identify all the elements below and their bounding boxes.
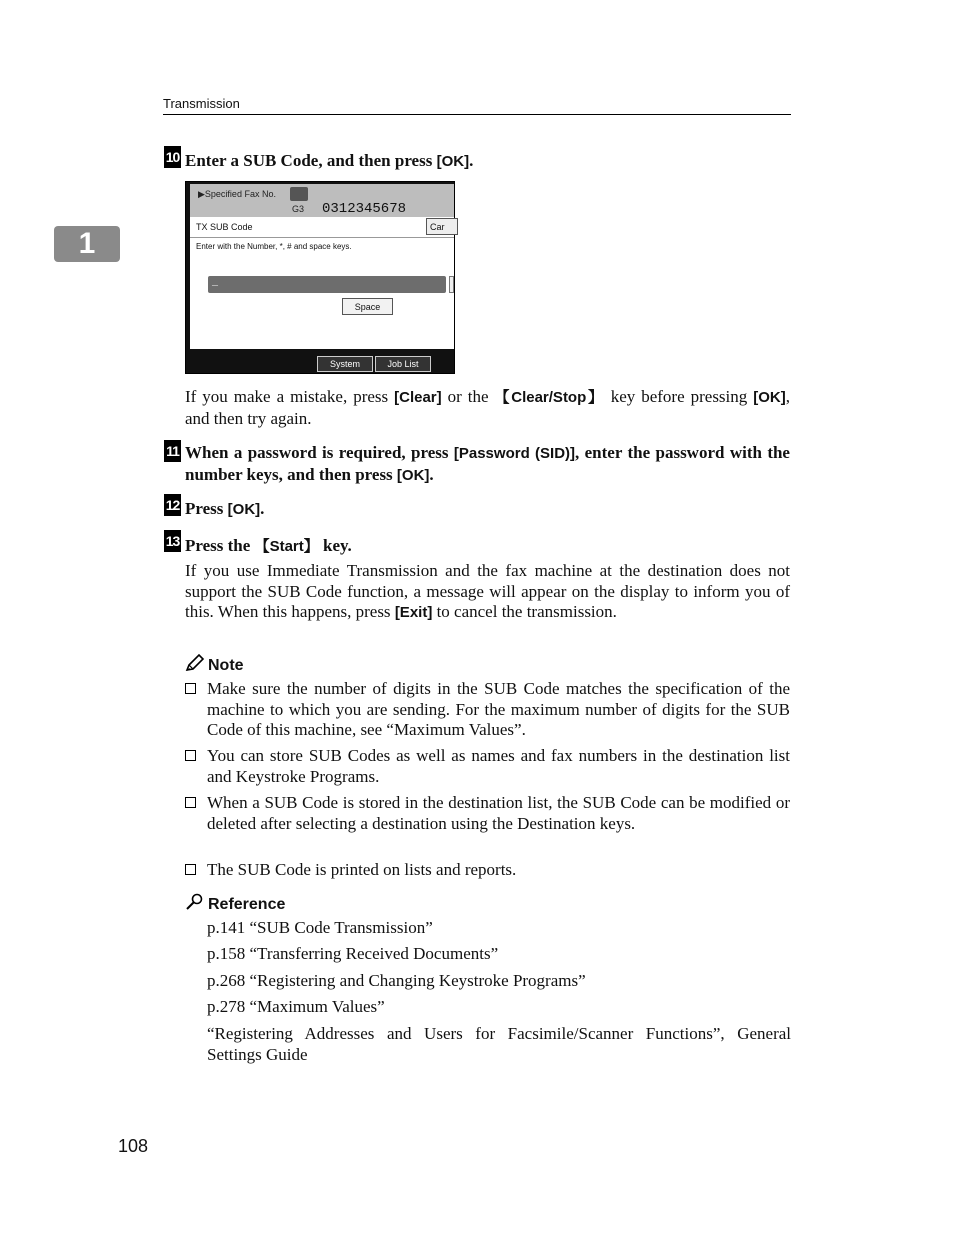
- step-number-10: 10: [164, 146, 181, 168]
- note-item-text: The SUB Code is printed on lists and reports.: [207, 860, 517, 879]
- step-10-para-b: or the: [441, 387, 495, 406]
- step-11-text-b: , enter the password with the number keys, and then press: [185, 443, 790, 484]
- header-rule: [163, 114, 791, 115]
- reference-link[interactable]: “Registering Addresses and Users for Facsimile/Scanner Functions”, General Settings Guide: [207, 1024, 791, 1064]
- note-heading-text: Note: [208, 656, 244, 674]
- fax-line-icon: [290, 187, 308, 201]
- space-button[interactable]: Space: [342, 298, 393, 315]
- note-item-text: When a SUB Code is stored in the destination list, the SUB Code can be modified or deleted after selecting a destination using the Destination keys.: [207, 793, 790, 833]
- reference-heading: [185, 893, 285, 916]
- step-10-paragraph: [185, 387, 790, 429]
- sub-code-input[interactable]: [208, 276, 446, 293]
- start-key: 【Start】: [254, 538, 319, 555]
- specified-fax-label: ▶Specified Fax No.: [198, 189, 276, 199]
- note-item-text: You can store SUB Codes as well as names and fax numbers in the destination list and Keystroke Programs.: [207, 746, 790, 786]
- panel-divider: [190, 237, 454, 238]
- step-13-text-a: Press the: [185, 536, 255, 555]
- step-13-para-b: to cancel the transmission.: [432, 602, 617, 621]
- step-number-13: 13: [164, 530, 181, 552]
- magnifier-icon: [185, 893, 205, 916]
- step-13-para-a: If you use Immediate Transmission and the fax machine at the destination does not support the SUB Code function, a message will appear on the display to inform you of this. When this happens, press: [185, 561, 790, 621]
- note-item: [185, 860, 790, 881]
- step-12-text-a: Press: [185, 499, 228, 518]
- system-status-button[interactable]: System Status: [317, 356, 373, 372]
- step-10-para-d: , and then try again.: [185, 387, 791, 428]
- step-number-11: 11: [164, 440, 181, 462]
- pencil-icon: [185, 654, 205, 677]
- step-10-para-a: If you make a mistake, press: [185, 387, 395, 406]
- step-10-para-c: key before pressing: [604, 387, 754, 406]
- step-11-text-a: When a password is required, press: [185, 443, 454, 462]
- input-cursor: _: [212, 278, 219, 289]
- step-13-text-b: key.: [318, 536, 352, 555]
- exit-key: [Exit]: [394, 604, 433, 621]
- checkbox-icon: [185, 750, 196, 761]
- tx-sub-code-label: TX SUB Code: [196, 222, 253, 232]
- step-10-text-a: Enter a SUB Code, and then press: [185, 151, 437, 170]
- note-item: [185, 793, 790, 834]
- step-11-title: [185, 443, 790, 486]
- ok-key: [OK]: [396, 466, 430, 484]
- checkbox-icon: [185, 797, 196, 808]
- reference-heading-text: Reference: [208, 895, 286, 913]
- sub-code-panel: [190, 217, 454, 349]
- step-10-title: [185, 151, 473, 171]
- clear-key: [Clear]: [394, 389, 442, 406]
- checkbox-icon: [185, 683, 196, 694]
- step-12-text-b: .: [260, 499, 265, 518]
- running-head: Transmission: [163, 96, 240, 111]
- reference-link[interactable]: p.158 “Transferring Received Documents”: [207, 944, 499, 963]
- note-heading: [185, 654, 244, 677]
- input-side-button[interactable]: [449, 276, 454, 293]
- note-item-text: Make sure the number of digits in the SUB Code matches the specification of the machine to which you are sending. For the maximum number of digits for the SUB Code of this machine, see “Maximum Values”.: [207, 679, 790, 739]
- reference-link[interactable]: p.278 “Maximum Values”: [207, 997, 385, 1016]
- checkbox-icon: [185, 864, 196, 875]
- page-number: 108: [118, 1136, 149, 1156]
- cancel-button[interactable]: Car: [426, 218, 458, 235]
- step-number-12: 12: [164, 494, 181, 516]
- reference-link[interactable]: p.141 “SUB Code Transmission”: [207, 918, 433, 937]
- ok-key: [OK]: [753, 389, 786, 406]
- password-sid-key: [Password (SID)]: [453, 445, 576, 462]
- step-12-title: [185, 499, 264, 519]
- note-item: [185, 679, 790, 741]
- ok-key: [OK]: [227, 501, 261, 518]
- step-11-text-c: .: [429, 464, 434, 484]
- chapter-tab: 1: [54, 226, 120, 262]
- step-10-key: [OK]: [436, 153, 470, 170]
- clear-stop-key: 【Clear/Stop】: [494, 389, 605, 406]
- step-13-title: [185, 535, 352, 556]
- step-10-text-b: .: [469, 151, 474, 170]
- job-list-button[interactable]: Job List: [375, 356, 431, 372]
- fax-number-display: 0312345678: [322, 201, 407, 217]
- reference-link[interactable]: p.268 “Registering and Changing Keystroke Programs”: [207, 971, 586, 990]
- control-panel-screen: [185, 181, 455, 384]
- note-item: [185, 746, 790, 787]
- step-13-paragraph: [185, 561, 790, 624]
- input-hint: Enter with the Number, *, # and space keys.: [196, 242, 352, 251]
- line-type-label: G3: [292, 204, 305, 214]
